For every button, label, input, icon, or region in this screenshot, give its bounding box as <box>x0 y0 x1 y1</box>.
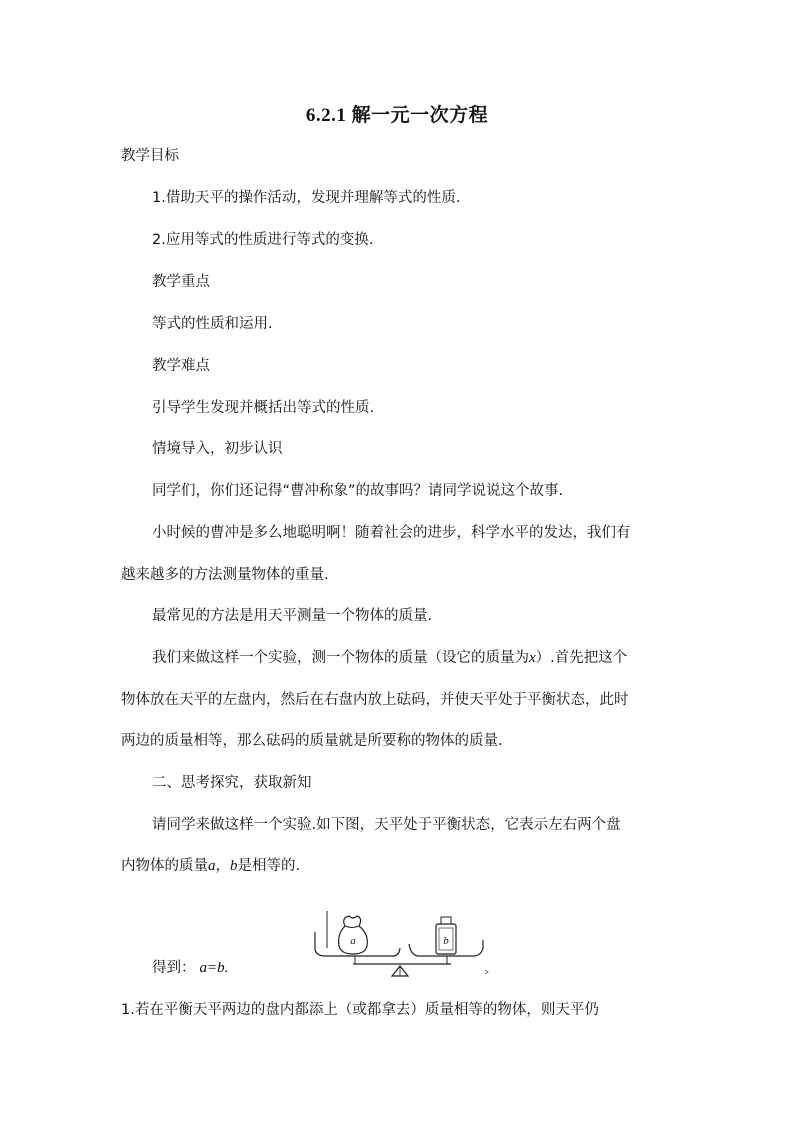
figure-label-a: a <box>350 935 356 947</box>
difficulty-text: 引导学生发现并概括出等式的性质. <box>152 400 375 416</box>
paragraph-4-line-2: 物体放在天平的左盘内，然后在右盘内放上砝码，并使天平处于平衡状态，此时 <box>121 692 629 708</box>
paragraph-4-text-a: 我们来做这样一个实验，测一个物体的质量（设它的质量为 <box>152 650 529 666</box>
result-label: 得到： <box>152 960 196 976</box>
paragraph-2-line-2: 越来越多的方法测量物体的重量. <box>121 567 329 583</box>
result-equation: a=b. <box>199 960 229 976</box>
result-line <box>152 958 228 978</box>
key-points-heading: 教学重点 <box>152 274 210 290</box>
paragraph-4-text-b: ）.首先把这个 <box>535 650 628 666</box>
paragraph-3: 最常见的方法是用天平测量一个物体的质量. <box>152 608 433 624</box>
paragraph-5-sep: ， <box>215 858 230 874</box>
balance-scale-figure <box>305 908 495 980</box>
paragraph-4-line-1 <box>152 648 627 668</box>
paragraph-4-line-3: 两边的质量相等，那么砝码的质量就是所要称的物体的质量. <box>121 733 503 749</box>
paragraph-1: 同学们，你们还记得“曹冲称象”的故事吗？请同学说说这个故事. <box>152 483 564 499</box>
paragraph-5-text-b: 是相等的. <box>237 858 301 874</box>
goal-item-1: 1.借助天平的操作活动，发现并理解等式的性质. <box>152 190 461 206</box>
variable-a: a <box>208 858 216 874</box>
goal-item-2: 2.应用等式的性质进行等式的变换. <box>152 232 374 248</box>
variable-b: b <box>230 858 238 874</box>
key-points-text: 等式的性质和运用. <box>152 316 273 332</box>
difficulty-heading: 教学难点 <box>152 358 210 374</box>
paragraph-2-line-1: 小时候的曹冲是多么地聪明啊！随着社会的进步，科学水平的发达，我们有 <box>152 525 631 541</box>
section-2-heading: 二、思考探究，获取新知 <box>152 775 312 791</box>
paragraph-5-line-1: 请同学来做这样一个实验.如下图，天平处于平衡状态，它表示左右两个盘 <box>152 817 621 833</box>
page-title: 6.2.1 解一元一次方程 <box>305 105 489 126</box>
variable-x: x <box>529 650 536 666</box>
intro-heading: 情境导入，初步认识 <box>152 441 283 457</box>
figure-label-b: b <box>443 935 449 947</box>
paragraph-5-text-a: 内物体的质量 <box>121 858 208 874</box>
paragraph-5-line-2 <box>121 856 300 876</box>
paragraph-6: 1.若在平衡天平两边的盘内都添上（或都拿去）质量相等的物体，则天平仍 <box>121 1002 599 1018</box>
section-heading-goals: 教学目标 <box>121 148 179 164</box>
